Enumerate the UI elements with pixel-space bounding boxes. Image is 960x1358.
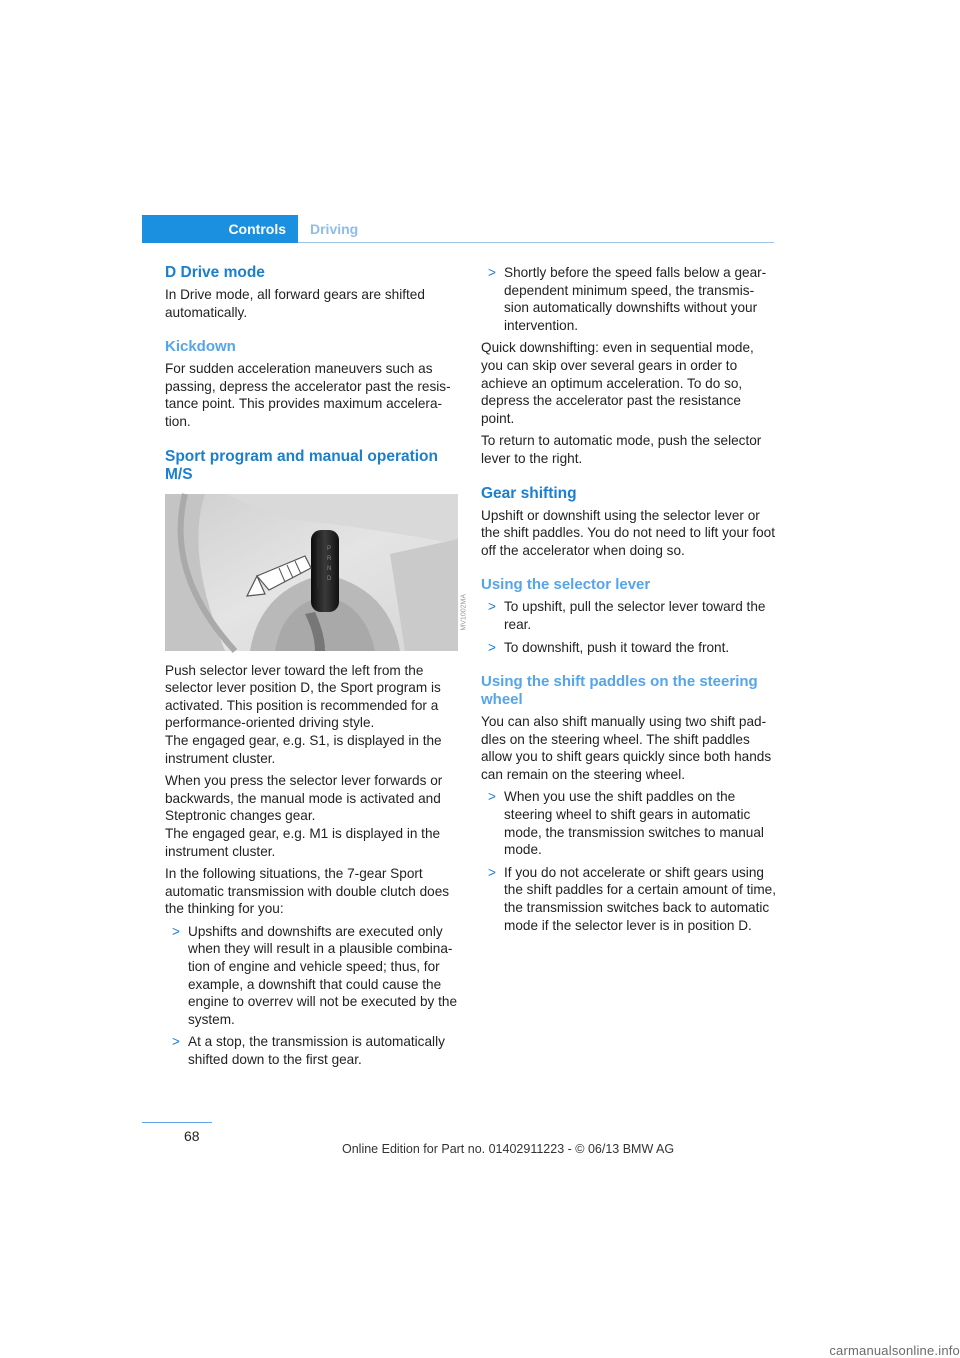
gear-shifting-text: Upshift or downshift using the selector lever or the shift paddles. You do not need to lift your foot off the accelerator when doing so. bbox=[481, 507, 775, 558]
subsection-tab-driving: Driving bbox=[310, 221, 359, 237]
bullet-marker: > bbox=[488, 599, 496, 615]
drive-mode-heading: D Drive mode bbox=[165, 264, 265, 281]
downshift-bullet-list bbox=[481, 264, 777, 334]
svg-text:R: R bbox=[327, 555, 332, 562]
return-automatic-text: To return to automatic mode, push the selector lever to the right. bbox=[481, 433, 762, 466]
sport-paragraph-1-a: Push selector lever toward the left from the selector lever position D, the Sport program is activated. This position is recommended for a performance-oriented driving style. bbox=[165, 662, 441, 731]
bullet-marker: > bbox=[488, 864, 496, 880]
paddles-bullet-list bbox=[481, 788, 777, 934]
sport-paragraph-1 bbox=[165, 662, 461, 768]
section-tab-controls bbox=[142, 215, 298, 243]
bullet-marker: > bbox=[488, 639, 496, 655]
list-item bbox=[481, 639, 777, 657]
sport-program-heading: Sport program and manual operation M/S bbox=[165, 447, 438, 483]
sport-paragraph-2-b: The engaged gear, e.g. M1 is displayed in the instrument cluster. bbox=[165, 825, 441, 859]
gear-shifting-heading: Gear shifting bbox=[481, 484, 577, 502]
list-item bbox=[481, 598, 777, 633]
shift-paddles-heading: Using the shift paddles on the steering wheel bbox=[481, 673, 758, 709]
section-label: Controls bbox=[228, 221, 286, 237]
bullet-marker: > bbox=[172, 1034, 180, 1050]
sport-paragraph-2-a: When you press the selector lever forwards or backwards, the manual mode is activated and Steptronic changes gear. bbox=[165, 773, 443, 824]
list-item-text: If you do not accelerate or shift gears using the shift paddles for a certain amount of time, the transmission switches back to automatic mode if the selector lever is in position D. bbox=[504, 864, 777, 933]
list-item bbox=[481, 788, 777, 858]
selector-lever-heading: Using the selector lever bbox=[481, 576, 651, 594]
watermark: carmanualsonline.info bbox=[829, 1343, 960, 1358]
left-column bbox=[165, 264, 468, 1074]
kickdown-text: For sudden acceleration maneuvers such as passing, depress the accelerator past the resis-tance point. This provides maximum accelera-tion. bbox=[165, 361, 451, 429]
list-item bbox=[481, 864, 777, 934]
sport-bullet-list bbox=[165, 923, 461, 1069]
bullet-marker: > bbox=[488, 265, 496, 280]
list-item-text: To upshift, pull the selector lever toward the rear. bbox=[504, 599, 766, 632]
bullet-marker: > bbox=[172, 923, 180, 939]
kickdown-heading: Kickdown bbox=[165, 338, 236, 356]
edition-notice: Online Edition for Part no. 01402911223 - © 06/13 BMW AG bbox=[342, 1142, 675, 1156]
list-item-text: Upshifts and downshifts are executed only when they will result in a plausible combina-tion of engine and vehicle speed; thus, for example, a downshift that could cause the engine to overrev will not be executed by the system. bbox=[188, 923, 458, 1027]
svg-text:P: P bbox=[327, 545, 332, 552]
sport-paragraph-3: In the following situations, the 7-gear Sport automatic transmission with double clutch does the thinking for you: bbox=[165, 866, 450, 917]
page-number: 68 bbox=[184, 1128, 200, 1144]
list-item-text: At a stop, the transmission is automatically shifted down to the first gear. bbox=[188, 1034, 445, 1068]
bullet-marker: > bbox=[488, 789, 496, 805]
sport-paragraph-1-b: The engaged gear, e.g. S1, is displayed in the instrument cluster. bbox=[165, 732, 442, 766]
drive-mode-text: In Drive mode, all forward gears are shifted automatically. bbox=[165, 287, 425, 320]
svg-text:D: D bbox=[327, 575, 332, 582]
shift-paddles-text: You can also shift manually using two shift pad-dles on the steering wheel. The shift paddles allow you to shift gears quickly since both hands can remain on the steering wheel. bbox=[481, 714, 772, 782]
quick-downshift-text: Quick downshifting: even in sequential mode, you can skip over several gears in order to achieve an optimum acceleration. To do so, depress the accelerator past the resistance point. bbox=[481, 340, 754, 426]
figure-code: MV1002MA bbox=[461, 593, 468, 631]
list-item bbox=[481, 264, 777, 334]
selector-lever-illustration bbox=[165, 494, 458, 651]
footer-rule bbox=[142, 1122, 212, 1123]
selector-lever-figure bbox=[165, 494, 468, 651]
list-item-text: When you use the shift paddles on the steering wheel to shift gears in automatic mode, the transmission switches to manual mode. bbox=[504, 789, 764, 858]
sport-paragraph-2 bbox=[165, 772, 461, 860]
selector-bullet-list bbox=[481, 598, 777, 656]
svg-text:N: N bbox=[327, 565, 332, 572]
page-header bbox=[142, 215, 774, 243]
list-item-text: Shortly before the speed falls below a gear-dependent minimum speed, the transmis-sion automatically downshifts without your intervention. bbox=[504, 265, 767, 333]
right-column bbox=[481, 264, 777, 939]
list-item bbox=[165, 923, 461, 1029]
list-item bbox=[165, 1033, 461, 1068]
list-item-text: To downshift, push it toward the front. bbox=[504, 639, 730, 655]
